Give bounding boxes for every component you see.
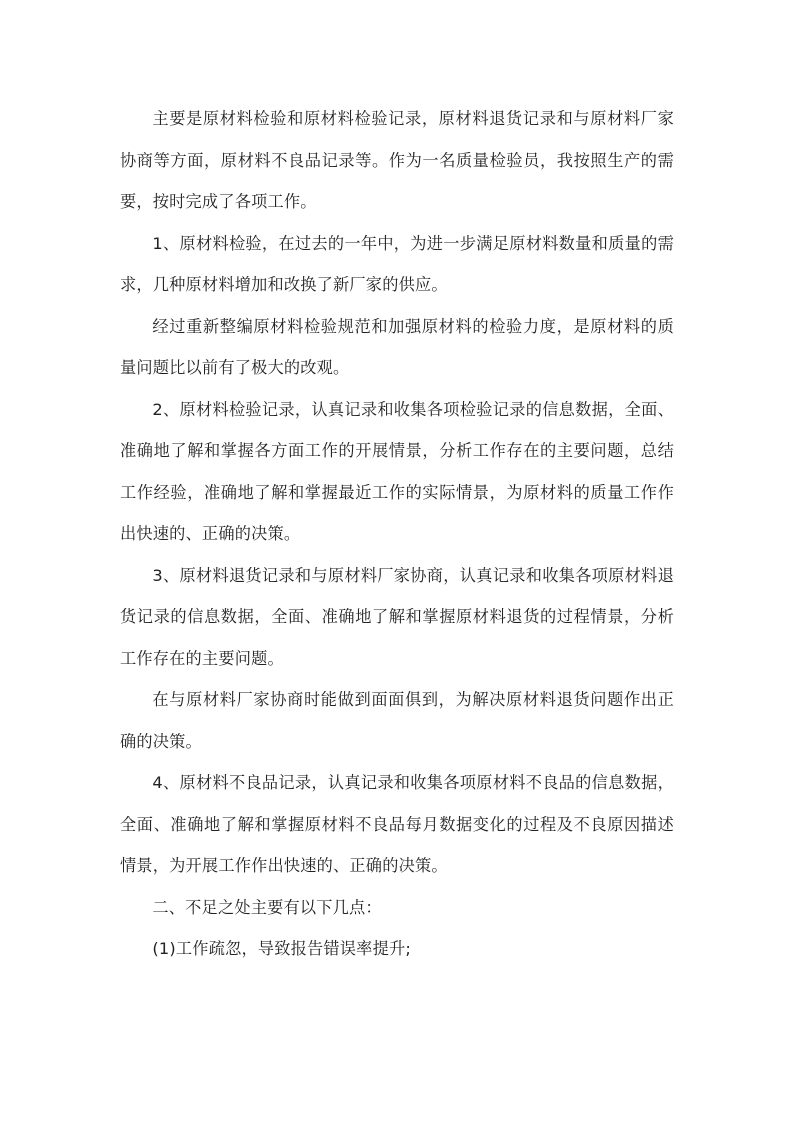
paragraph-item-1-detail: 经过重新整编原材料检验规范和加强原材料的检验力度，是原材料的质量问题比以前有了极大的改观。 bbox=[120, 316, 674, 377]
paragraph-item-3-detail: 在与原材料厂家协商时能做到面面俱到，为解决原材料退货问题作出正确的决策。 bbox=[120, 690, 674, 751]
paragraph-item-2: 2、原材料检验记录，认真记录和收集各项检验记录的信息数据，全面、准确地了解和掌握各方面工作的开展情景，分析工作存在的主要问题，总结工作经验，准确地了解和掌握最近工作的实际情景，为原材料的质量工作作出快速的、正确的决策。 bbox=[120, 399, 674, 543]
list-item-shortcoming-1: (1)工作疏忽，导致报告错误率提升; bbox=[152, 939, 411, 958]
section-heading-shortcomings: 二、不足之处主要有以下几点： bbox=[152, 897, 382, 917]
paragraph-item-1: 1、原材料检验，在过去的一年中，为进一步满足原材料数量和质量的需求，几种原材料增加和改换了新厂家的供应。 bbox=[120, 233, 674, 294]
paragraph-item-3: 3、原材料退货记录和与原材料厂家协商，认真记录和收集各项原材料退货记录的信息数据，全面、准确地了解和掌握原材料退货的过程情景，分析工作存在的主要问题。 bbox=[120, 565, 674, 668]
document-body bbox=[120, 98, 674, 970]
paragraph-intro: 主要是原材料检验和原材料检验记录，原材料退货记录和与原材料厂家协商等方面，原材料不良品记录等。作为一名质量检验员，我按照生产的需要，按时完成了各项工作。 bbox=[120, 109, 674, 211]
paragraph-item-4: 4、原材料不良品记录，认真记录和收集各项原材料不良品的信息数据，全面、准确地了解和掌握原材料不良品每月数据变化的过程及不良原因描述情景，为开展工作作出快速的、正确的决策。 bbox=[120, 773, 674, 875]
